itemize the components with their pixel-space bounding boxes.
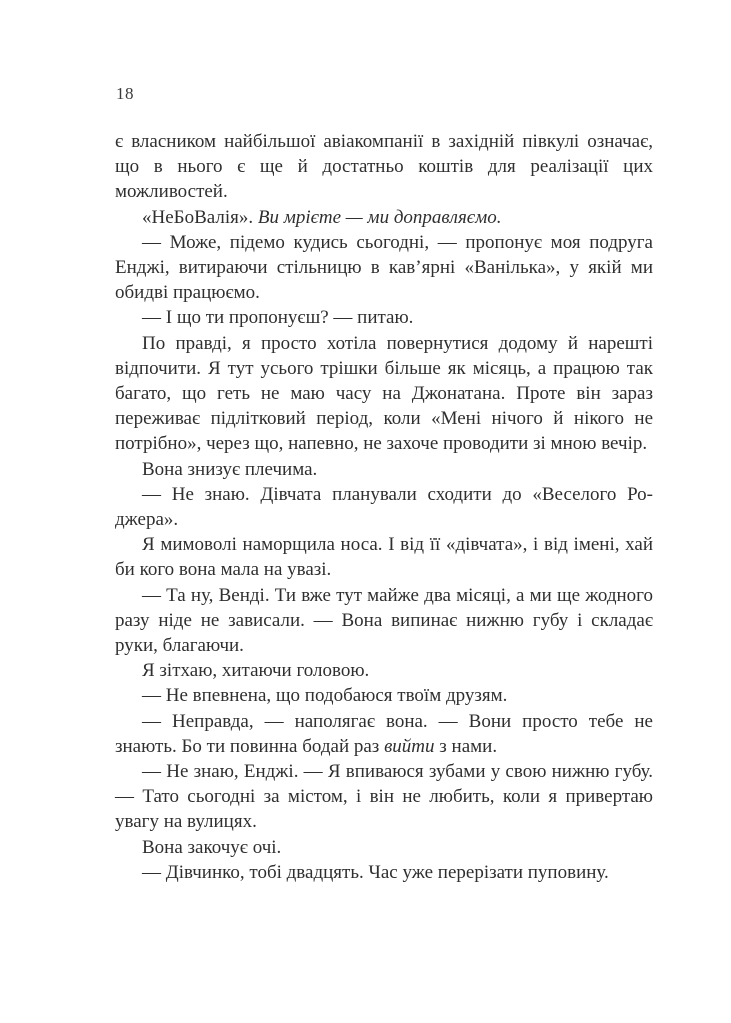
paragraph xyxy=(115,331,653,457)
text-segment: Вона знизує плечима. xyxy=(142,458,318,480)
paragraph xyxy=(115,583,653,659)
text-segment: Вона закочує очі. xyxy=(142,836,282,858)
paragraph xyxy=(115,457,653,482)
paragraph xyxy=(115,709,653,759)
italic-text-segment: вийти xyxy=(384,735,435,757)
body-text xyxy=(115,129,653,885)
text-segment: — Не знаю. Дівчата планували сходити до «Веселого Роджера». xyxy=(115,483,653,531)
text-segment: — Та ну, Венді. Ти вже тут майже два місяці, а ми ще жодного разу ніде не зависали. — Вона випинає нижню губу і складає руки, благаючи. xyxy=(115,584,653,657)
text-segment: По правді, я просто хотіла повернутися додому й нарешті відпочити. Я тут усього трішки більше як місяць, а працюю так багато, що геть не маю часу на Джонатана. Проте він зараз переживає підлітковий період, коли «Мені нічого й нікого не потрібно», через що, напевно, не захоче проводити зі мною вечір. xyxy=(115,332,653,455)
text-segment: — Дівчинко, тобі двадцять. Час уже перерізати пуповину. xyxy=(142,861,609,883)
paragraph xyxy=(115,759,653,835)
text-segment: Я зітхаю, хитаючи головою. xyxy=(142,660,370,682)
text-segment: «НеБоВалія». xyxy=(142,206,258,228)
paragraph xyxy=(115,482,653,532)
text-segment: з нами. xyxy=(434,735,498,757)
text-segment: — Може, підемо кудись сьогодні, — пропонує моя подруга Енджі, витираючи стільницю в кав’ярні «Ванілька», у якій ми обидві працюємо. xyxy=(115,231,653,304)
italic-text-segment: Ви мрієте — ми доправляємо. xyxy=(257,206,502,228)
text-segment: є власником найбільшої авіакомпанії в західній півкулі означає, що в нього є ще й достатньо коштів для реалізації цих можливостей. xyxy=(115,131,653,203)
paragraph xyxy=(115,305,653,330)
text-segment: — І що ти пропонуєш? — питаю. xyxy=(142,307,414,329)
text-segment: — Неправда, — наполягає вона. — Вони просто тебе не знають. Бо ти повинна бодай раз xyxy=(115,710,653,757)
paragraph xyxy=(115,658,653,683)
text-segment: Я мимоволі наморщила носа. І від її «дівчата», і від імені, хай би кого вона мала на увазі. xyxy=(115,534,653,581)
paragraph xyxy=(115,860,653,885)
paragraph xyxy=(115,683,653,708)
paragraph xyxy=(115,230,653,306)
text-segment: — Не знаю, Енджі. — Я впиваюся зубами у свою нижню губу. — Тато сьогодні за містом, і він не любить, коли я привертаю увагу на вулицях. xyxy=(115,761,653,833)
paragraph xyxy=(115,205,653,230)
paragraph xyxy=(115,532,653,582)
text-segment: — Не впевнена, що подобаюся твоїм друзям. xyxy=(142,685,508,707)
paragraph xyxy=(115,129,653,205)
page-number: 18 xyxy=(116,84,134,103)
paragraph xyxy=(115,835,653,860)
